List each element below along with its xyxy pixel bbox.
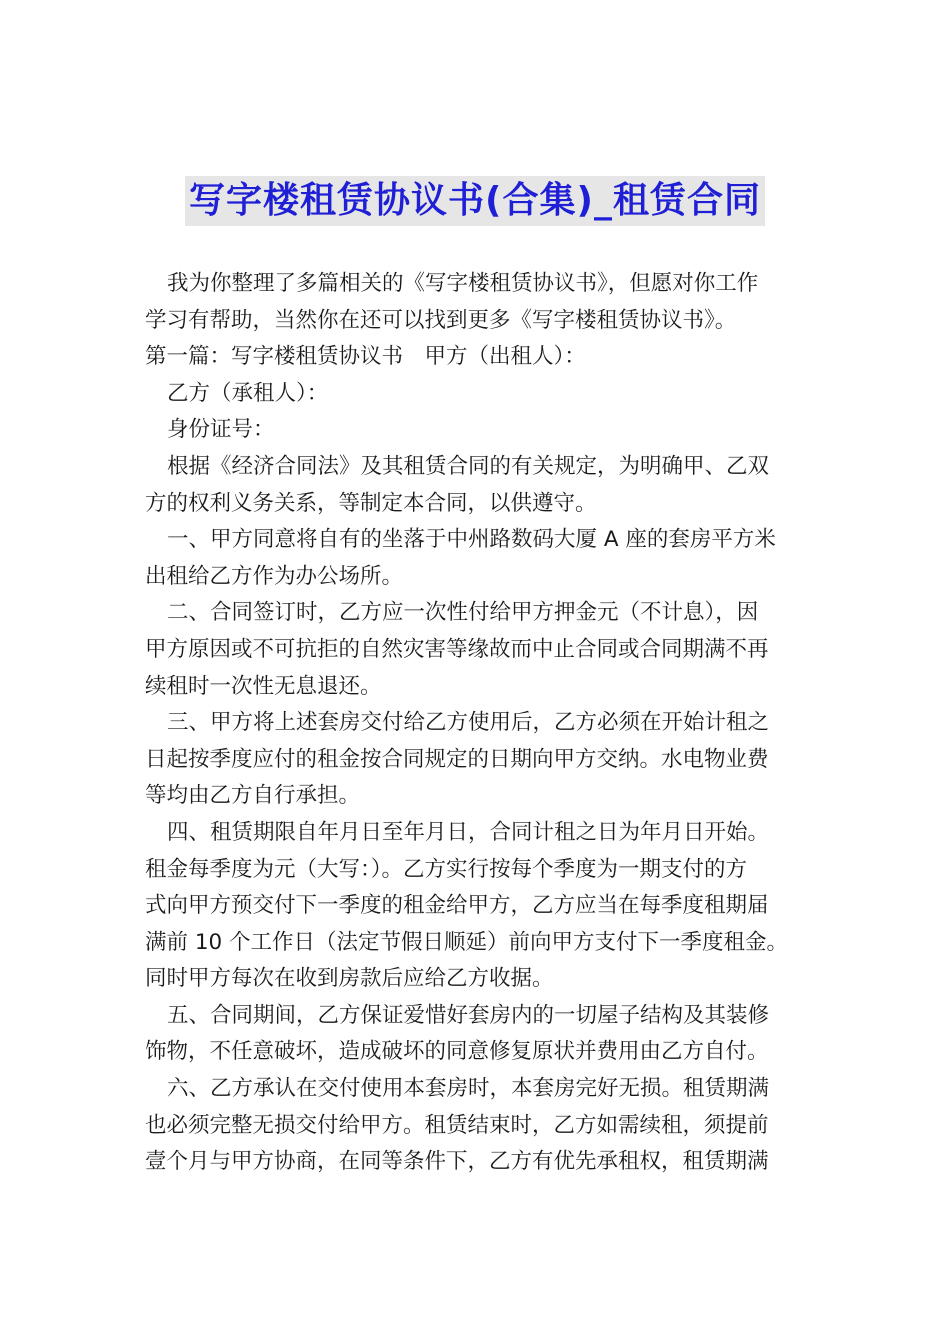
paragraph-line: 壹个月与甲方协商，在同等条件下，乙方有优先承租权，租赁期满 <box>145 1149 769 1175</box>
title-container <box>0 176 950 226</box>
paragraph-line: 根据《经济合同法》及其租赁合同的有关规定，为明确甲、乙双 <box>167 453 770 479</box>
paragraph-line: 式向甲方预交付下一季度的租金给甲方，乙方应当在每季度租期届 <box>145 893 769 919</box>
paragraph-line: 身份证号： <box>167 417 275 443</box>
paragraph-line: 甲方原因或不可抗拒的自然灾害等缘故而中止合同或合同期满不再 <box>145 636 769 662</box>
paragraph-line: 饰物，不任意破坏，造成破坏的同意修复原状并费用由乙方自付。 <box>145 1039 769 1065</box>
document-title: 写字楼租赁协议书(合集)_租赁合同 <box>185 176 765 226</box>
paragraph-line: 四、租赁期限自年月日至年月日，合同计租之日为年月日开始。 <box>167 819 770 845</box>
paragraph-line: 我为你整理了多篇相关的《写字楼租赁协议书》，但愿对你工作 <box>167 271 759 296</box>
paragraph-line: 续租时一次性无息退还。 <box>145 673 382 699</box>
paragraph-line: 同时甲方每次在收到房款后应给乙方收据。 <box>145 966 554 992</box>
paragraph-line: 学习有帮助，当然你在还可以找到更多《写字楼租赁协议书》。 <box>145 307 737 333</box>
paragraph-line: 出租给乙方作为办公场所。 <box>145 563 404 589</box>
paragraph-line: 满前 10 个工作日（法定节假日顺延）前向甲方支付下一季度租金。 <box>145 929 789 955</box>
paragraph-line: 一、甲方同意将自有的坐落于中州路数码大厦 A 座的套房平方米 <box>167 527 776 553</box>
document-body <box>145 266 807 1181</box>
paragraph-line: 五、合同期间，乙方保证爱惜好套房内的一切屋子结构及其装修 <box>167 1002 770 1028</box>
paragraph-line: 等均由乙方自行承担。 <box>145 783 361 809</box>
paragraph-line: 二、合同签订时，乙方应一次性付给甲方押金元（不计息），因 <box>167 600 759 626</box>
paragraph-line: 日起按季度应付的租金按合同规定的日期向甲方交纳。水电物业费 <box>145 746 769 772</box>
paragraph-line: 六、乙方承认在交付使用本套房时，本套房完好无损。租赁期满 <box>167 1076 770 1102</box>
paragraph-line: 第一篇：写字楼租赁协议书 甲方（出租人）： <box>145 344 586 370</box>
paragraph-line: 租金每季度为元（大写：）。乙方实行按每个季度为一期支付的方 <box>145 856 748 882</box>
paragraph-line: 乙方（承租人）： <box>167 380 329 406</box>
paragraph-line: 方的权利义务关系，等制定本合同，以供遵守。 <box>145 490 597 516</box>
paragraph-line: 三、甲方将上述套房交付给乙方使用后，乙方必须在开始计租之 <box>167 710 770 736</box>
paragraph-line: 也必须完整无损交付给甲方。租赁结束时，乙方如需续租，须提前 <box>145 1112 769 1138</box>
